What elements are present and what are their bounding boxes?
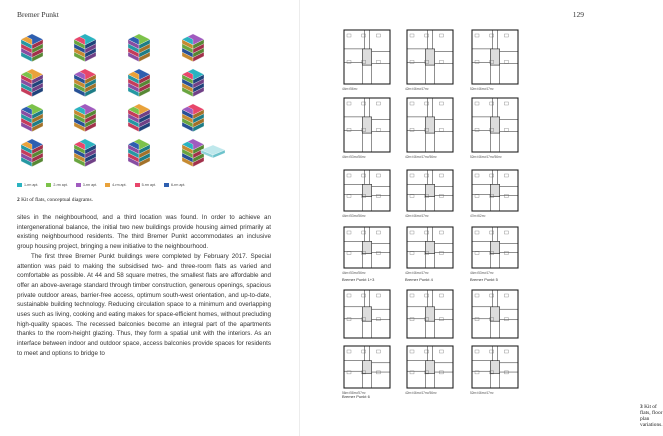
paragraph: sites in the neighbourhood, and a third location was found. In order to achieve an intergenerational balance, the initial two new buildings provide housing aimed primarily at existing neighbourhood residents. The third Bremer Punkt accommodates an inclusive group housing project, bringing a new initiative to the neighbourhood. — [17, 214, 271, 251]
plan-area-label: 42m²/46m²/47m² — [405, 87, 429, 91]
plan-area-label: 52m²/46m²/47m²/56m² — [470, 155, 502, 159]
caption-number: 2 — [17, 197, 20, 203]
legend-swatch — [105, 183, 110, 187]
cube-diagram — [182, 139, 204, 167]
legend-swatch — [164, 183, 169, 187]
plan-area-label: 42m²/46m²/47m² — [405, 214, 429, 218]
legend-item — [164, 183, 185, 187]
floor-plan — [342, 28, 392, 86]
legend-item — [17, 183, 38, 187]
cube-diagram — [128, 69, 150, 97]
figure-caption-2 — [17, 197, 93, 203]
plan-area-label: 44m²/53m²/56m² — [342, 214, 366, 218]
cube-diagram — [74, 104, 96, 132]
section-title: Bremer Punkt 6 — [342, 394, 370, 399]
plan-area-label: 42m²/46m²/47m²/56m² — [405, 391, 437, 395]
body-text — [17, 213, 271, 359]
legend-item — [46, 183, 67, 187]
floor-plan — [342, 168, 392, 213]
floor-plan — [470, 344, 520, 390]
cube-diagram — [128, 139, 150, 167]
cube-diagram — [21, 69, 43, 97]
floor-plan — [470, 225, 520, 270]
legend-label: 1-rm apt. — [24, 183, 39, 187]
floor-plan — [405, 168, 455, 213]
legend-swatch — [17, 183, 22, 187]
figure-caption-3 — [640, 404, 663, 428]
page-number: 129 — [572, 10, 584, 19]
cube-diagram — [21, 139, 43, 167]
floor-plan — [405, 288, 455, 340]
plan-area-label: 44m²/56m² — [342, 87, 358, 91]
running-head: Bremer Punkt — [17, 10, 59, 19]
cube-diagram — [182, 34, 204, 62]
paragraph: The first three Bremer Punkt buildings were completed by February 2017. Special attention was paid to making the subsidised two- and three-room flats as varied and comfortable as possible. At 44 and 58 square metres, the smallest flats are affordable and offer an above-average standard through timber construction, generous openings, spacious private outdoor areas, barrier-free access, optimum south-west orientation, and up-to-date, sustainable building technology. Reducing circulation space to a minimum and overlapping uses such as living, cooking and eating makes for space-efficient homes, without precluding high-quality spaces. The recessed balconies become an integral part of the apartments thanks to the room-height glazing. Thus, they form a spatial unit with the interiors. As an interface between indoor and outdoor space, access balconies provide spaces for residents to meet and options to bridge to — [17, 252, 271, 357]
legend — [17, 183, 185, 187]
floor-plan — [470, 28, 520, 86]
legend-swatch — [135, 183, 140, 187]
section-title: Bremer Punkt 5 — [470, 277, 498, 282]
legend-label: 2-rm apt. — [53, 183, 68, 187]
legend-item — [76, 183, 97, 187]
plan-area-label: 42m²/46m²/47m²/56m² — [405, 155, 437, 159]
cube-diagram-grid — [17, 30, 247, 178]
floor-plan — [405, 225, 455, 270]
left-page — [0, 0, 300, 436]
isometric-cubes — [17, 30, 247, 178]
legend-label: 4-rm apt. — [112, 183, 127, 187]
cube-diagram — [74, 34, 96, 62]
floor-plan — [405, 96, 455, 154]
caption-text: Kit of flats, conceptual diagrams. — [21, 197, 93, 203]
cube-diagram — [182, 69, 204, 97]
plan-area-label: 47m²/62m² — [470, 214, 486, 218]
plan-area-label: 56m²/58m²/57m² — [342, 391, 366, 395]
cube-diagram — [128, 34, 150, 62]
floor-plan — [342, 96, 392, 154]
legend-item — [105, 183, 126, 187]
floor-plan — [342, 344, 392, 390]
floor-plan — [405, 344, 455, 390]
floor-plan — [405, 28, 455, 86]
caption-number: 3 — [640, 404, 643, 410]
legend-label: 6-rm apt. — [170, 183, 186, 187]
plan-area-label: 44m²/53m²/56m² — [342, 271, 366, 275]
legend-swatch — [46, 183, 51, 187]
legend-swatch — [76, 183, 81, 187]
section-title: Bremer Punkt 4 — [405, 277, 433, 282]
cube-diagram — [21, 34, 43, 62]
floor-plan — [342, 225, 392, 270]
plan-area-label: 42m²/46m²/47m² — [405, 271, 429, 275]
cube-diagram-extension — [201, 145, 225, 158]
floor-plan — [470, 96, 520, 154]
cube-diagram — [74, 69, 96, 97]
plan-area-label: 44m²/53m²/56m² — [342, 155, 366, 159]
floor-plan — [470, 288, 520, 340]
legend-label: 5-rm apt. — [141, 183, 156, 187]
floor-plan — [342, 288, 392, 340]
plan-area-label: 52m²/46m²/47m² — [470, 391, 494, 395]
section-title: Bremer Punkt 1+3 — [342, 277, 375, 282]
caption-text: Kit of flats, floor plan variations. — [640, 404, 663, 428]
legend-label: 3-rm apt. — [82, 183, 98, 187]
cube-diagram — [74, 139, 96, 167]
cube-diagram — [128, 104, 150, 132]
legend-item — [135, 183, 156, 187]
floor-plan — [470, 168, 520, 213]
plan-area-label: 44m²/53m²/47m² — [470, 271, 494, 275]
plan-area-label: 52m²/46m²/47m² — [470, 87, 494, 91]
cube-diagram — [21, 104, 43, 132]
cube-diagram — [182, 104, 204, 132]
